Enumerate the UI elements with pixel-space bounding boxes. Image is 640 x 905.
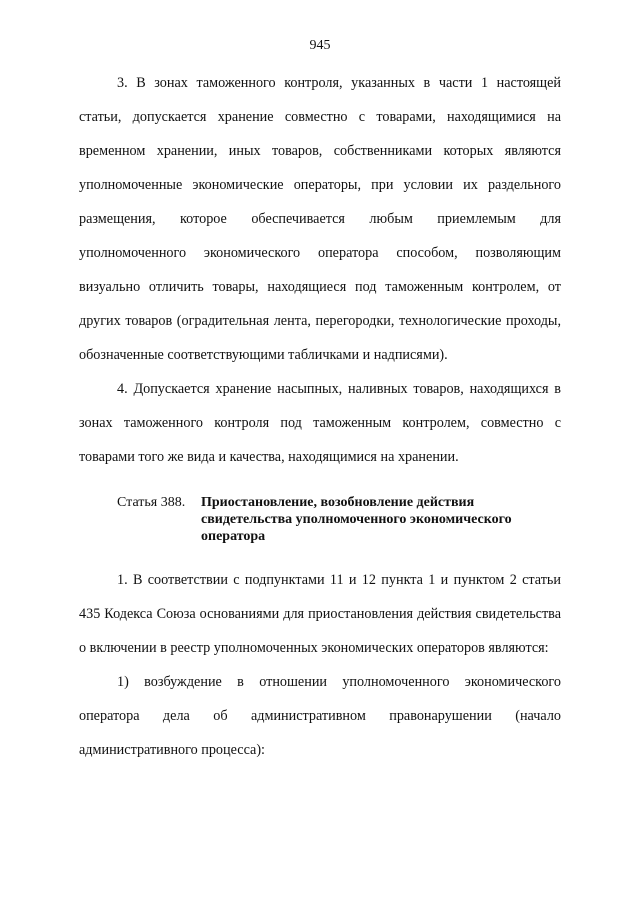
page-number: 945 [309,38,331,53]
paragraph-3: 3. В зонах таможенного контроля, указанных в части 1 настоящей статьи, допускается хранение совместно с товарами, находящимися на временном хранении, иных товаров, собственниками которых являются уполномоченные экономические операторы, при условии их раздельного размещения, которое обеспечивается любым приемлемым для уполномоченного экономического оператора способом, позволяющим визуально отличить товары, находящиеся под таможенным контролем, от других товаров (оградительная лента, перегородки, технологические проходы, обозначенные соответствующими табличками и надписями). [79,75,561,363]
article-number: Статья 388. [117,495,186,510]
subparagraph-1: 1) возбуждение в отношении уполномоченного экономического оператора дела об административном правонарушении (начало административного процесса): [79,674,561,758]
paragraph-4: 4. Допускается хранение насыпных, наливных товаров, находящихся в зонах таможенного контроля под таможенным контролем, совместно с товарами того же вида и качества, находящимися на хранении. [79,381,561,465]
article-title: Приостановление, возобновление действия свидетельства уполномоченного экономического оператора [201,495,512,544]
article-heading [79,494,561,545]
document-body [79,66,561,767]
paragraph-1: 1. В соответствии с подпунктами 11 и 12 пункта 1 и пунктом 2 статьи 435 Кодекса Союза основаниями для приостановления действия свидетельства о включении в реестр уполномоченных экономических операторов являются: [79,572,561,656]
